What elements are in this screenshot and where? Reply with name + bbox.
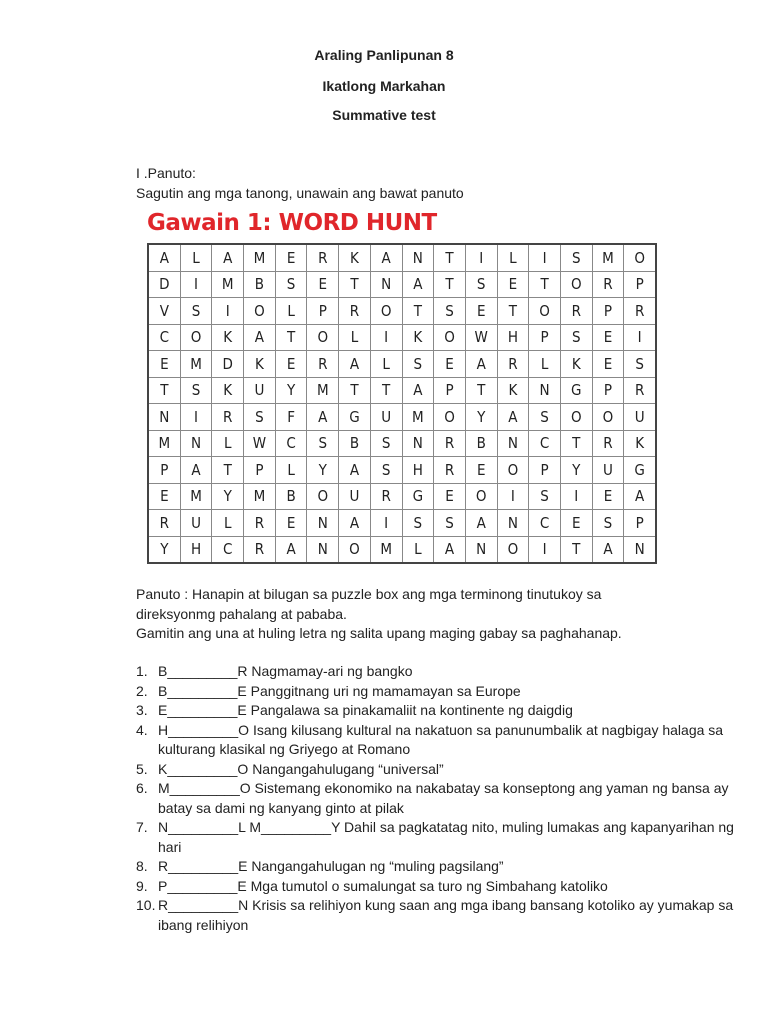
grid-cell: P bbox=[592, 377, 624, 404]
instruction-line: Gamitin ang una at huling letra ng salita upang maging gabay sa paghahanap. bbox=[136, 625, 622, 641]
grid-cell: I bbox=[180, 271, 212, 298]
grid-cell: S bbox=[244, 404, 276, 431]
grid-cell: N bbox=[370, 271, 402, 298]
question-number: 7. bbox=[136, 819, 148, 835]
grid-row bbox=[148, 404, 656, 431]
grid-cell: P bbox=[434, 377, 466, 404]
grid-cell: R bbox=[148, 510, 180, 537]
grid-cell: P bbox=[529, 324, 561, 351]
grid-cell: K bbox=[244, 351, 276, 378]
grid-cell: E bbox=[275, 510, 307, 537]
word-hunt-instructions bbox=[136, 585, 736, 644]
question-item bbox=[136, 662, 736, 682]
grid-row bbox=[148, 536, 656, 563]
grid-cell: E bbox=[148, 483, 180, 510]
grid-cell: U bbox=[244, 377, 276, 404]
question-number: 9. bbox=[136, 877, 148, 894]
grid-cell: B bbox=[275, 483, 307, 510]
grid-cell: R bbox=[212, 404, 244, 431]
general-instruction: Sagutin ang mga tanong, unawain ang bawat panuto bbox=[136, 185, 464, 201]
grid-cell: U bbox=[339, 483, 371, 510]
grid-cell: R bbox=[434, 430, 466, 457]
grid-cell: S bbox=[307, 430, 339, 457]
grid-cell: M bbox=[148, 430, 180, 457]
grid-cell: I bbox=[370, 324, 402, 351]
grid-cell: R bbox=[624, 298, 656, 325]
grid-cell: B bbox=[244, 271, 276, 298]
grid-cell: O bbox=[307, 483, 339, 510]
grid-cell: E bbox=[592, 483, 624, 510]
grid-cell: K bbox=[212, 377, 244, 404]
grid-cell: A bbox=[434, 536, 466, 563]
question-item bbox=[136, 682, 736, 702]
grid-cell: S bbox=[529, 483, 561, 510]
grid-cell: M bbox=[244, 483, 276, 510]
grid-cell: A bbox=[339, 351, 371, 378]
grid-cell: S bbox=[434, 510, 466, 537]
grid-row bbox=[148, 510, 656, 537]
grid-cell: H bbox=[402, 457, 434, 484]
grid-cell: A bbox=[244, 324, 276, 351]
grid-cell: K bbox=[212, 324, 244, 351]
grid-cell: K bbox=[560, 351, 592, 378]
grid-cell: G bbox=[402, 483, 434, 510]
grid-cell: S bbox=[529, 404, 561, 431]
grid-cell: A bbox=[624, 483, 656, 510]
grid-cell: E bbox=[148, 351, 180, 378]
grid-cell: A bbox=[402, 377, 434, 404]
question-item bbox=[136, 877, 736, 897]
grid-cell: T bbox=[402, 298, 434, 325]
grid-cell: S bbox=[624, 351, 656, 378]
question-text: E_________E Pangalawa sa pinakamaliit na kontinente ng daigdig bbox=[158, 702, 573, 718]
grid-cell: L bbox=[497, 244, 529, 271]
grid-cell: G bbox=[339, 404, 371, 431]
grid-cell: Y bbox=[307, 457, 339, 484]
grid-cell: O bbox=[180, 324, 212, 351]
quarter-label: Ikatlong Markahan bbox=[322, 78, 446, 94]
question-item bbox=[136, 721, 736, 760]
grid-cell: A bbox=[592, 536, 624, 563]
question-number: 3. bbox=[136, 702, 148, 718]
grid-cell: S bbox=[275, 271, 307, 298]
grid-cell: C bbox=[212, 536, 244, 563]
grid-cell: I bbox=[180, 404, 212, 431]
grid-cell: R bbox=[307, 244, 339, 271]
grid-cell: L bbox=[180, 244, 212, 271]
grid-cell: O bbox=[560, 404, 592, 431]
grid-cell: L bbox=[275, 298, 307, 325]
grid-cell: K bbox=[624, 430, 656, 457]
grid-cell: K bbox=[339, 244, 371, 271]
grid-cell: O bbox=[560, 271, 592, 298]
question-number: 2. bbox=[136, 682, 148, 699]
grid-cell: A bbox=[402, 271, 434, 298]
question-text: P_________E Mga tumutol o sumalungat sa turo ng Simbahang katoliko bbox=[158, 877, 608, 894]
grid-cell: U bbox=[180, 510, 212, 537]
grid-cell: E bbox=[465, 298, 497, 325]
grid-cell: A bbox=[307, 404, 339, 431]
grid-cell: A bbox=[339, 510, 371, 537]
grid-cell: S bbox=[560, 244, 592, 271]
grid-cell: A bbox=[212, 244, 244, 271]
grid-cell: U bbox=[370, 404, 402, 431]
grid-cell: G bbox=[624, 457, 656, 484]
grid-cell: A bbox=[465, 510, 497, 537]
grid-cell: Y bbox=[275, 377, 307, 404]
question-item bbox=[136, 701, 736, 721]
question-list bbox=[136, 662, 736, 935]
grid-cell: R bbox=[592, 271, 624, 298]
question-text: B_________E Panggitnang uri ng mamamayan sa Europe bbox=[158, 682, 521, 699]
question-text: B_________R Nagmamay-ari ng bangko bbox=[158, 663, 413, 679]
grid-cell: U bbox=[624, 404, 656, 431]
question-text: R_________N Krisis sa relihiyon kung saan ang mga ibang bansang kotoliko ay yumakap sa ibang relihiyon bbox=[158, 897, 734, 933]
instruction-line: direksyonmg pahalang at pababa. bbox=[136, 605, 347, 622]
grid-cell: T bbox=[212, 457, 244, 484]
grid-cell: M bbox=[592, 244, 624, 271]
grid-cell: E bbox=[560, 510, 592, 537]
grid-cell: A bbox=[497, 404, 529, 431]
grid-cell: R bbox=[560, 298, 592, 325]
grid-cell: T bbox=[434, 271, 466, 298]
question-number: 5. bbox=[136, 760, 148, 777]
grid-cell: L bbox=[212, 430, 244, 457]
grid-row bbox=[148, 298, 656, 325]
grid-cell: C bbox=[148, 324, 180, 351]
grid-cell: O bbox=[497, 457, 529, 484]
grid-row bbox=[148, 483, 656, 510]
grid-cell: S bbox=[434, 298, 466, 325]
question-number: 1. bbox=[136, 663, 148, 679]
grid-cell: L bbox=[339, 324, 371, 351]
grid-cell: N bbox=[180, 430, 212, 457]
grid-cell: L bbox=[212, 510, 244, 537]
grid-cell: W bbox=[244, 430, 276, 457]
grid-cell: B bbox=[465, 430, 497, 457]
grid-cell: T bbox=[434, 244, 466, 271]
grid-cell: N bbox=[307, 536, 339, 563]
question-item bbox=[136, 896, 736, 935]
grid-row bbox=[148, 430, 656, 457]
grid-cell: O bbox=[434, 404, 466, 431]
grid-cell: R bbox=[307, 351, 339, 378]
grid-cell: N bbox=[402, 430, 434, 457]
grid-cell: E bbox=[275, 351, 307, 378]
grid-cell: R bbox=[497, 351, 529, 378]
grid-cell: S bbox=[465, 271, 497, 298]
grid-cell: I bbox=[529, 244, 561, 271]
grid-cell: E bbox=[275, 244, 307, 271]
grid-cell: A bbox=[148, 244, 180, 271]
grid-cell: P bbox=[624, 510, 656, 537]
grid-cell: N bbox=[307, 510, 339, 537]
grid-cell: T bbox=[560, 430, 592, 457]
grid-cell: S bbox=[180, 377, 212, 404]
grid-cell: M bbox=[180, 483, 212, 510]
grid-row bbox=[148, 457, 656, 484]
question-item bbox=[136, 760, 736, 780]
grid-cell: I bbox=[212, 298, 244, 325]
grid-cell: T bbox=[560, 536, 592, 563]
grid-cell: T bbox=[529, 271, 561, 298]
grid-cell: S bbox=[370, 430, 402, 457]
question-number: 10. bbox=[136, 897, 156, 913]
grid-cell: I bbox=[529, 536, 561, 563]
grid-cell: O bbox=[529, 298, 561, 325]
panuto-label: I .Panuto: bbox=[136, 165, 196, 181]
grid-cell: S bbox=[180, 298, 212, 325]
grid-cell: H bbox=[180, 536, 212, 563]
grid-cell: T bbox=[465, 377, 497, 404]
grid-cell: O bbox=[339, 536, 371, 563]
grid-cell: O bbox=[434, 324, 466, 351]
grid-cell: R bbox=[592, 430, 624, 457]
grid-cell: I bbox=[465, 244, 497, 271]
question-text: R_________E Nangangahulugan ng “muling pagsilang” bbox=[158, 858, 504, 874]
grid-cell: R bbox=[339, 298, 371, 325]
grid-cell: R bbox=[434, 457, 466, 484]
grid-cell: O bbox=[465, 483, 497, 510]
grid-cell: D bbox=[212, 351, 244, 378]
grid-cell: N bbox=[529, 377, 561, 404]
grid-cell: H bbox=[497, 324, 529, 351]
grid-cell: T bbox=[148, 377, 180, 404]
grid-cell: I bbox=[370, 510, 402, 537]
question-number: 8. bbox=[136, 858, 148, 874]
grid-cell: L bbox=[402, 536, 434, 563]
grid-cell: T bbox=[339, 271, 371, 298]
grid-cell: N bbox=[497, 510, 529, 537]
grid-cell: D bbox=[148, 271, 180, 298]
grid-cell: S bbox=[592, 510, 624, 537]
grid-cell: M bbox=[307, 377, 339, 404]
grid-cell: A bbox=[465, 351, 497, 378]
grid-cell: I bbox=[624, 324, 656, 351]
grid-cell: P bbox=[148, 457, 180, 484]
grid-cell: P bbox=[529, 457, 561, 484]
grid-cell: S bbox=[370, 457, 402, 484]
grid-cell: W bbox=[465, 324, 497, 351]
grid-cell: K bbox=[402, 324, 434, 351]
grid-cell: F bbox=[275, 404, 307, 431]
grid-cell: A bbox=[370, 244, 402, 271]
grid-cell: Y bbox=[148, 536, 180, 563]
grid-cell: P bbox=[624, 271, 656, 298]
word-hunt-title: Gawain 1: WORD HUNT bbox=[147, 210, 437, 236]
question-text: N_________L M_________Y Dahil sa pagkatatag nito, muling lumakas ang kapanyarihan ng hari bbox=[158, 819, 734, 855]
grid-cell: E bbox=[434, 351, 466, 378]
grid-cell: M bbox=[402, 404, 434, 431]
grid-cell: Y bbox=[465, 404, 497, 431]
instruction-line: Panuto : Hanapin at bilugan sa puzzle box ang mga terminong tinutukoy sa bbox=[136, 586, 602, 602]
question-text: H_________O Isang kilusang kultural na nakatuon sa panunumbalik at nagbigay halaga sa kulturang klasikal ng Griyego at Romano bbox=[158, 721, 724, 757]
grid-cell: M bbox=[370, 536, 402, 563]
grid-cell: C bbox=[529, 510, 561, 537]
grid-cell: E bbox=[592, 351, 624, 378]
grid-cell: T bbox=[497, 298, 529, 325]
grid-cell: B bbox=[339, 430, 371, 457]
grid-cell: P bbox=[244, 457, 276, 484]
question-number: 4. bbox=[136, 721, 148, 738]
grid-cell: T bbox=[275, 324, 307, 351]
question-text: K_________O Nangangahulugang “universal” bbox=[158, 760, 444, 777]
grid-cell: R bbox=[244, 536, 276, 563]
grid-cell: E bbox=[434, 483, 466, 510]
grid-cell: C bbox=[275, 430, 307, 457]
grid-cell: O bbox=[592, 404, 624, 431]
grid-cell: S bbox=[402, 351, 434, 378]
grid-cell: T bbox=[370, 377, 402, 404]
grid-cell: S bbox=[560, 324, 592, 351]
grid-cell: N bbox=[465, 536, 497, 563]
grid-row bbox=[148, 271, 656, 298]
grid-cell: O bbox=[370, 298, 402, 325]
grid-cell: A bbox=[180, 457, 212, 484]
grid-row bbox=[148, 324, 656, 351]
grid-cell: O bbox=[624, 244, 656, 271]
grid-cell: R bbox=[244, 510, 276, 537]
test-label: Summative test bbox=[332, 107, 436, 123]
grid-cell: M bbox=[244, 244, 276, 271]
grid-cell: N bbox=[497, 430, 529, 457]
grid-cell: P bbox=[307, 298, 339, 325]
grid-cell: V bbox=[148, 298, 180, 325]
grid-row bbox=[148, 351, 656, 378]
grid-cell: P bbox=[592, 298, 624, 325]
grid-cell: I bbox=[560, 483, 592, 510]
grid-cell: L bbox=[370, 351, 402, 378]
grid-cell: M bbox=[180, 351, 212, 378]
grid-cell: N bbox=[402, 244, 434, 271]
grid-cell: K bbox=[497, 377, 529, 404]
document-title: Araling Panlipunan 8 bbox=[314, 47, 454, 63]
grid-row bbox=[148, 377, 656, 404]
grid-cell: Y bbox=[212, 483, 244, 510]
grid-cell: Y bbox=[560, 457, 592, 484]
grid-cell: S bbox=[402, 510, 434, 537]
grid-cell: M bbox=[212, 271, 244, 298]
question-number: 6. bbox=[136, 780, 148, 796]
grid-cell: T bbox=[339, 377, 371, 404]
grid-cell: O bbox=[244, 298, 276, 325]
grid-cell: L bbox=[529, 351, 561, 378]
grid-cell: E bbox=[592, 324, 624, 351]
grid-cell: A bbox=[339, 457, 371, 484]
question-item bbox=[136, 818, 736, 857]
grid-cell: C bbox=[529, 430, 561, 457]
word-hunt-grid bbox=[147, 243, 657, 564]
grid-cell: O bbox=[307, 324, 339, 351]
grid-cell: I bbox=[497, 483, 529, 510]
grid-cell: E bbox=[465, 457, 497, 484]
question-item bbox=[136, 779, 736, 818]
grid-row bbox=[148, 244, 656, 271]
question-item bbox=[136, 857, 736, 877]
grid-cell: U bbox=[592, 457, 624, 484]
grid-cell: G bbox=[560, 377, 592, 404]
grid-cell: E bbox=[307, 271, 339, 298]
grid-cell: L bbox=[275, 457, 307, 484]
grid-cell: N bbox=[624, 536, 656, 563]
grid-cell: A bbox=[275, 536, 307, 563]
grid-cell: R bbox=[370, 483, 402, 510]
grid-cell: E bbox=[497, 271, 529, 298]
grid-cell: N bbox=[148, 404, 180, 431]
grid-cell: R bbox=[624, 377, 656, 404]
grid-cell: O bbox=[497, 536, 529, 563]
question-text: M_________O Sistemang ekonomiko na nakabatay sa konseptong ang yaman ng bansa ay batay sa dami ng kanyang ginto at pilak bbox=[158, 780, 729, 816]
